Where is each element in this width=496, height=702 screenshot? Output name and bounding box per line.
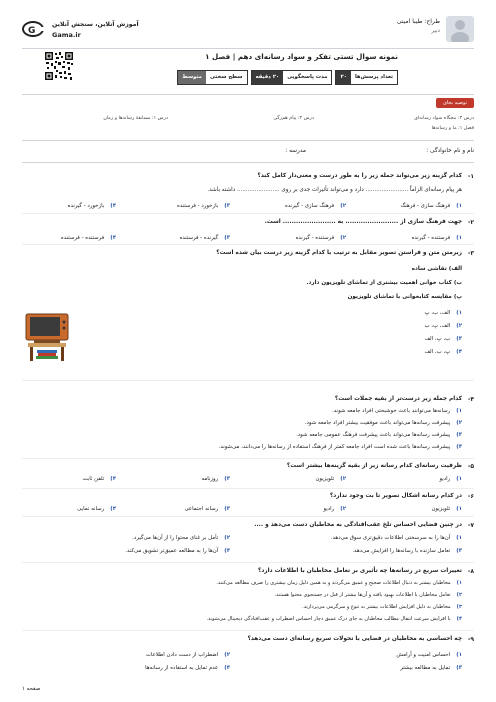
option-label: بازخورد - فرستنده [177, 203, 219, 209]
option-3[interactable]: ۳) پیشرفت رسانه‌ها می‌تواند باعث پیشرفت فرهنگ عمومی جامعه شود. [296, 432, 462, 438]
question-number: ۱- [467, 173, 474, 180]
question-number: ۲- [467, 219, 474, 226]
question-text: تغییرات سریع در رسانه‌ها چه تأثیری بر تعامل مخاطبان با اطلاعات دارد؟ [257, 568, 462, 574]
recommendation-badge: توصیه بجای [436, 98, 474, 108]
brand-name: آموزش آنلاین، سنجش آنلاین [52, 21, 139, 28]
topic-item: درس ۳: بنجگاه سواد رسانه‌ای [414, 116, 474, 121]
option-label: احساس امنیت و آرامش [396, 652, 451, 658]
option-2[interactable]: ۲) تلویزیون [315, 476, 346, 482]
stat-value: ۲۰ [336, 71, 350, 84]
option-label: تلویزیون [315, 476, 335, 482]
option-1[interactable]: ۱) مخاطبان بیشتر به دنبال اطلاعات صحیح و عمیق می‌گردند و به همین دلیل زمان بیشتری را صرف مطالعه می‌کنند. [216, 580, 462, 586]
option-1[interactable]: ۱) رادیو [439, 476, 462, 482]
option-label: رسانه اجتماعی [184, 506, 219, 512]
student-name-field[interactable]: نام و نام خانوادگی : [426, 148, 474, 154]
question-text: چه احساسی به مخاطبان در فضایی با تحولات سریع رسانه‌ای دست می‌دهد؟ [247, 636, 462, 642]
name-divider [22, 162, 474, 163]
option-label: مخاطبان بیشتر به دنبال اطلاعات صحیح و عمیق می‌گردند و به همین دلیل زمان بیشتری را صرف مطالعه می‌کنند. [216, 580, 451, 586]
option-2[interactable]: ۲) اضطراب از دست دادن اطلاعات [145, 652, 230, 658]
question-number: ۳- [467, 250, 474, 257]
option-label: پیشرفت رسانه‌ها باعث شده است افراد جامعه کمتر از فرهنگ استفاده از رسانه‌ها را می‌دانند، می‌شوند. [218, 444, 451, 450]
question-number: ۷- [467, 522, 474, 529]
option-label: اضطراب از دست دادن اطلاعات [145, 652, 219, 658]
stat-value: ۲۰ دقیقه [252, 71, 284, 84]
option-1[interactable]: ۱) تلویزیون [431, 506, 462, 512]
option-label: تعامل مخاطبان با اطلاعات بهبود یافته و آن‌ها بیشتر از قبل در جستجوی محتوا هستند. [274, 592, 451, 598]
option-1[interactable]: ۱) رسانه‌ها می‌توانند باعث خوشبختی افراد جامعه شوند. [332, 408, 462, 414]
question-number: ۹- [467, 636, 474, 643]
brand-url[interactable]: Gama.ir [52, 31, 81, 39]
option-label: پیشرفت رسانه‌ها می‌تواند باعث پیشرفت فرهنگ عمومی جامعه شود. [296, 432, 451, 438]
option-label: تلفن ثابت [82, 476, 105, 482]
option-label: فرستنده - گیرنده [411, 235, 451, 241]
question-divider [22, 244, 474, 245]
question-number: ۵- [467, 463, 474, 470]
option-label: فرستنده - گیرنده [295, 235, 335, 241]
option-label: فرستنده - فرستنده [60, 235, 105, 241]
question-text: در چنین فضایی احساس تلخ عقب‌افتادگی به مخاطبان دست می‌دهد و .... [254, 522, 462, 528]
stat-value: متوسط [178, 71, 206, 84]
stat-duration [251, 70, 333, 85]
option-4[interactable]: ۴) رسانه نمایی [77, 506, 116, 512]
statement-a: الف) تقاشی ساده [411, 266, 462, 272]
option-label: ب، پ، الف [424, 336, 451, 342]
option-label: رسانه‌ها می‌توانند باعث خوشبختی افراد جامعه شوند. [332, 408, 451, 414]
topics-divider [22, 140, 474, 141]
option-2[interactable]: ۲) فرستنده - گیرنده [295, 235, 346, 241]
option-4[interactable]: ۴) فرستنده - فرستنده [60, 235, 116, 241]
topic-item: فصل ۱: ما و رسانه‌ها [431, 126, 474, 131]
option-3[interactable]: ۳) تعامل سازنده با رسانه‌ها را افزایش می‌دهد. [352, 548, 462, 554]
question-divider [22, 380, 474, 381]
option-1[interactable]: ۱) آن‌ها را به سرسختی اطلاعات دقیق‌تری سوق می‌دهد. [330, 535, 462, 541]
option-3[interactable]: ۳) گیرنده - فرستنده [179, 235, 230, 241]
option-2[interactable]: ۲) الف، پ، ب [424, 323, 462, 329]
option-3[interactable]: ۳) روزنامه [201, 476, 230, 482]
option-label: پیشرفت رسانه‌ها می‌تواند باعث موفقیت بیشتر افراد جامعه شود. [304, 420, 451, 426]
option-1[interactable]: ۱) الف، ب، پ [424, 310, 462, 316]
topics-list [22, 116, 474, 136]
option-label: فرهنگ سازی - فرهنگ [400, 203, 451, 209]
page-title: نمونه سوال تستی تفکر و سواد رسانه‌ای دهم | فصل ۱ [205, 52, 398, 61]
stat-label: تعداد پرسش‌ها [351, 71, 397, 84]
option-label: روزنامه [201, 476, 219, 482]
page-number: صفحه ۱ [22, 686, 41, 692]
option-4[interactable]: ۴) تلفن ثابت [82, 476, 116, 482]
option-4[interactable]: ۴) آن‌ها را به مطالعه عمیق‌تر تشویق می‌کند. [125, 548, 230, 554]
option-label: تلویزیون [431, 506, 451, 512]
question-divider [22, 213, 474, 214]
header [22, 14, 474, 48]
option-1[interactable]: ۱) فرستنده - گیرنده [411, 235, 462, 241]
option-label: پ، ب، الف [424, 349, 451, 355]
designer-name: طراح: طیبا امینی [396, 18, 440, 25]
option-2[interactable]: ۲) پیشرفت رسانه‌ها می‌تواند باعث موفقیت بیشتر افراد جامعه شود. [304, 420, 462, 426]
question-number: ۶- [467, 493, 474, 500]
option-3[interactable]: ۳) ب، پ، الف [424, 336, 462, 342]
exam-stats [174, 70, 398, 85]
question-text: زیرمتن متن و فراستن تصویر مقابل به ترتیب با کدام گزینه زیر درست بیان شده است؟ [216, 250, 462, 256]
question-number: ۸- [467, 568, 474, 575]
option-2[interactable]: ۲) تعامل مخاطبان با اطلاعات بهبود یافته و آن‌ها بیشتر از قبل در جستجوی محتوا هستند. [274, 592, 462, 598]
option-3[interactable]: ۳) تمایل به مطالعه بیشتر [400, 665, 462, 671]
option-4[interactable]: ۴) بازخورد - گیرنده [67, 203, 116, 209]
qr-code-icon [44, 51, 74, 81]
statement-c: پ) مقایسه کتابخوانی با تماشای تلویزیون [347, 294, 462, 300]
header-divider [22, 48, 474, 49]
question-divider [22, 630, 474, 631]
designer-role: دبیر [431, 28, 440, 34]
question-text: در کدام رسانه اشکال تصویر تا بت وجود ندارد؟ [329, 493, 462, 499]
topic-item: درس ۱: مسابقهٔ رسانه‌ها و زمان [103, 116, 168, 121]
option-label: تعامل سازنده با رسانه‌ها را افزایش می‌دهد. [352, 548, 451, 554]
topic-item: درس ۲: پیام هم‌رگی [273, 116, 314, 121]
question-stem: هر پیام رسانه‌ای الزاماً ........................ دارد و می‌تواند تأثیرات جدی بر روی ........................ داشته باشد. [207, 187, 462, 193]
question-text: جهت فرهنگ سازی از ........................ به ........................ است. [264, 219, 462, 225]
option-label: الف، ب، پ [424, 310, 451, 316]
option-label: فرهنگ سازی - گیرنده [285, 203, 335, 209]
option-1[interactable]: ۱) فرهنگ سازی - فرهنگ [400, 203, 462, 209]
question-text: کدام گزینه زیر می‌تواند جمله زیر را به طور درست و معنی‌دار کامل کند؟ [257, 173, 462, 179]
option-4[interactable]: ۴) با افزایش سرعت انتقال مطالب مخاطبان به جای درک عمیق دچار احساس اضطراب و عقب‌افتادگی دیجیتال می‌شوند. [206, 616, 462, 622]
option-label: با افزایش سرعت انتقال مطالب مخاطبان به جای درک عمیق دچار احساس اضطراب و عقب‌افتادگی دیجیتال می‌شوند. [206, 616, 451, 622]
option-label: تأمل بر غنای محتوا را از آن‌ها می‌گیرد. [132, 535, 219, 541]
option-2[interactable]: ۲) فرهنگ سازی - گیرنده [285, 203, 346, 209]
option-2[interactable]: ۲) رادیو [323, 506, 346, 512]
option-1[interactable]: ۱) احساس امنیت و آرامش [396, 652, 462, 658]
gama-logo-icon: G [22, 21, 44, 37]
question-divider [22, 458, 474, 459]
stat-label: مدت پاسخگویی [283, 71, 331, 84]
option-label: تمایل به مطالعه بیشتر [400, 665, 451, 671]
option-4[interactable]: ۴) پیشرفت رسانه‌ها باعث شده است افراد جامعه کمتر از فرهنگ استفاده از رسانه‌ها را می‌دانند، می‌شوند. [218, 444, 462, 450]
option-3[interactable]: ۳) مخاطبان به دلیل افزایش اطلاعات بیشتر به تنوع و سرگرمی می‌پردازند. [302, 604, 462, 610]
option-label: بازخورد - گیرنده [67, 203, 105, 209]
option-label: عدم تمایل به استفاده از رسانه‌ها [145, 665, 219, 671]
stat-difficulty [177, 70, 247, 85]
question-text: کدام جمله زیر درست‌تر از بقیه جملات است؟ [334, 396, 462, 402]
question-divider [22, 488, 474, 489]
question-number: ۴- [467, 396, 474, 403]
option-label: رسانه نمایی [77, 506, 105, 512]
option-4[interactable]: ۴) پ، ب، الف [424, 349, 462, 355]
tv-books-illustration [24, 312, 70, 364]
school-field[interactable]: مدرسه : [285, 148, 306, 154]
designer-avatar [446, 16, 474, 42]
option-label: آن‌ها را به سرسختی اطلاعات دقیق‌تری سوق می‌دهد. [330, 535, 451, 541]
title-divider [22, 94, 474, 95]
option-label: مخاطبان به دلیل افزایش اطلاعات بیشتر به تنوع و سرگرمی می‌پردازند. [302, 604, 451, 610]
option-label: الف، پ، ب [424, 323, 451, 329]
statement-b: ب) کتاب خوانی اهمیت بیشتری از تماشای تلویزیون دارد. [306, 280, 462, 286]
option-3[interactable]: ۳) رسانه اجتماعی [184, 506, 230, 512]
stat-questions-count [335, 70, 398, 85]
option-label: رادیو [323, 506, 335, 512]
question-text: ظرفیت رسانه‌ای کدام رسانه زیر از بقیه گزینه‌ها بیشتر است؟ [286, 463, 462, 469]
option-label: رادیو [439, 476, 451, 482]
question-divider [22, 516, 474, 517]
option-label: آن‌ها را به مطالعه عمیق‌تر تشویق می‌کند. [125, 548, 219, 554]
stat-label: سطح سختی [206, 71, 247, 84]
option-2[interactable]: ۲) تأمل بر غنای محتوا را از آن‌ها می‌گیرد. [132, 535, 230, 541]
question-divider [22, 562, 474, 563]
option-label: گیرنده - فرستنده [179, 235, 219, 241]
option-3[interactable]: ۳) بازخورد - فرستنده [177, 203, 230, 209]
option-4[interactable]: ۴) عدم تمایل به استفاده از رسانه‌ها [145, 665, 230, 671]
